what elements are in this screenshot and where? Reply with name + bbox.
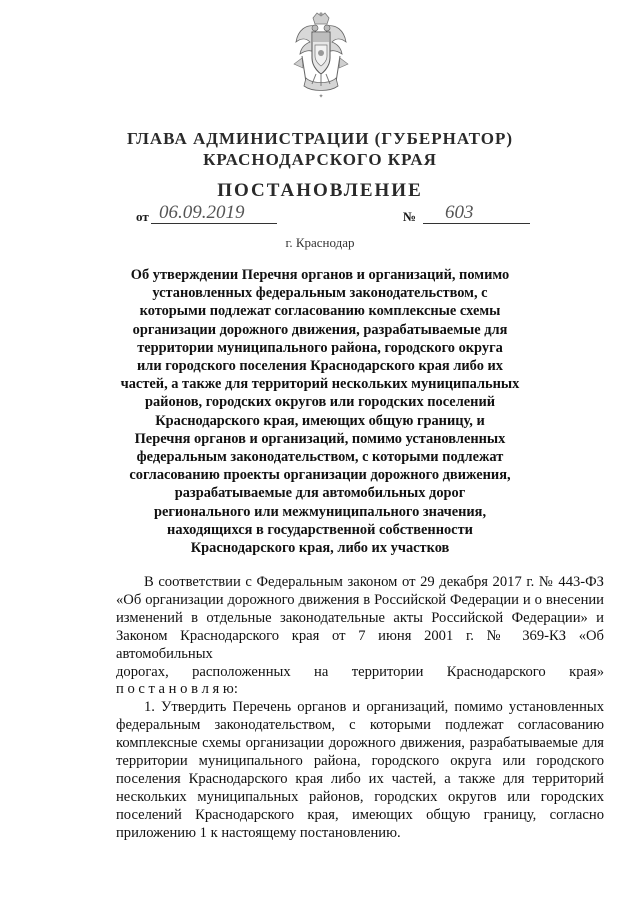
document-type: ПОСТАНОВЛЕНИЕ xyxy=(217,180,423,201)
body-line: «Об организации дорожного движения в Российской Федерации и о внесении xyxy=(116,591,604,608)
date-label: от xyxy=(136,209,149,224)
body-line: изменений в отдельные законодательные акты Российской Федерации» и xyxy=(116,609,604,626)
body-line: нескольких муниципальных районов, городских округов или городских xyxy=(116,788,604,805)
svg-text:✦: ✦ xyxy=(318,93,324,100)
title-line: которыми подлежат согласованию комплексные схемы xyxy=(139,303,501,320)
title-line: установленных федеральным законодательством, с xyxy=(152,285,488,302)
title-line: организации дорожного движения, разрабатываемые для xyxy=(132,321,508,338)
title-line: Перечня органов и организаций, помимо установленных xyxy=(134,430,506,447)
document-body xyxy=(116,574,604,843)
title-line: находящихся в государственной собственности xyxy=(167,521,473,538)
body-line: Законом Краснодарского края от 7 июня 2001 г. № 369-КЗ «Об автомобильных xyxy=(116,627,604,662)
title-line: Краснодарского края, либо их участков xyxy=(190,540,450,557)
body-line: п о с т а н о в л я ю: xyxy=(116,681,238,698)
body-line: территории муниципального района, городского округа или городского xyxy=(116,753,604,770)
body-line: комплексные схемы организации дорожного движения, разрабатываемые для xyxy=(116,735,604,752)
title-line: согласованию проекты организации дорожного движения, xyxy=(129,467,511,484)
body-line: 1. Утвердить Перечень органов и организаций, помимо установленных xyxy=(144,699,604,716)
title-line: частей, а также для территорий нескольких муниципальных xyxy=(120,376,520,393)
number-field: 603 xyxy=(423,202,530,224)
body-line: поселения Краснодарского края либо их частей, а также для территорий xyxy=(116,770,604,787)
title-line: или городского поселения Краснодарского края либо их xyxy=(137,358,503,375)
title-line: регионального или межмуниципального значения, xyxy=(153,503,487,520)
body-line: приложению 1 к настоящему постановлению. xyxy=(116,824,401,841)
title-line: разрабатываемые для автомобильных дорог xyxy=(174,485,466,502)
authority-title-line2: КРАСНОДАРСКОГО КРАЯ xyxy=(203,150,437,169)
body-line: В соответствии с Федеральным законом от 29 декабря 2017 г. № 443-ФЗ xyxy=(144,574,604,590)
title-line: Краснодарского края, имеющих общую границу, и xyxy=(155,412,485,429)
date-field: 06.09.2019 xyxy=(151,202,277,224)
body-line: дорогах, расположенных на территории Краснодарского края» xyxy=(116,663,604,680)
authority-title-line1: ГЛАВА АДМИНИСТРАЦИИ (ГУБЕРНАТОР) xyxy=(126,129,513,148)
title-line: федеральным законодательством, с которыми подлежат xyxy=(136,449,504,466)
number-label: № xyxy=(403,209,417,224)
coat-of-arms-emblem xyxy=(292,12,350,102)
title-line: территории муниципального района, городского округа xyxy=(137,339,503,356)
city: г. Краснодар xyxy=(285,235,355,250)
title-line: Об утверждении Перечня органов и организаций, помимо xyxy=(130,267,510,283)
body-line: поселений Краснодарского края, имеющих общую границу, согласно xyxy=(116,806,604,823)
document-title xyxy=(120,266,520,557)
title-line: районов, городских округов или городских поселений xyxy=(144,394,496,411)
body-line: федеральным законодательством, с которыми подлежат согласованию xyxy=(116,717,604,734)
